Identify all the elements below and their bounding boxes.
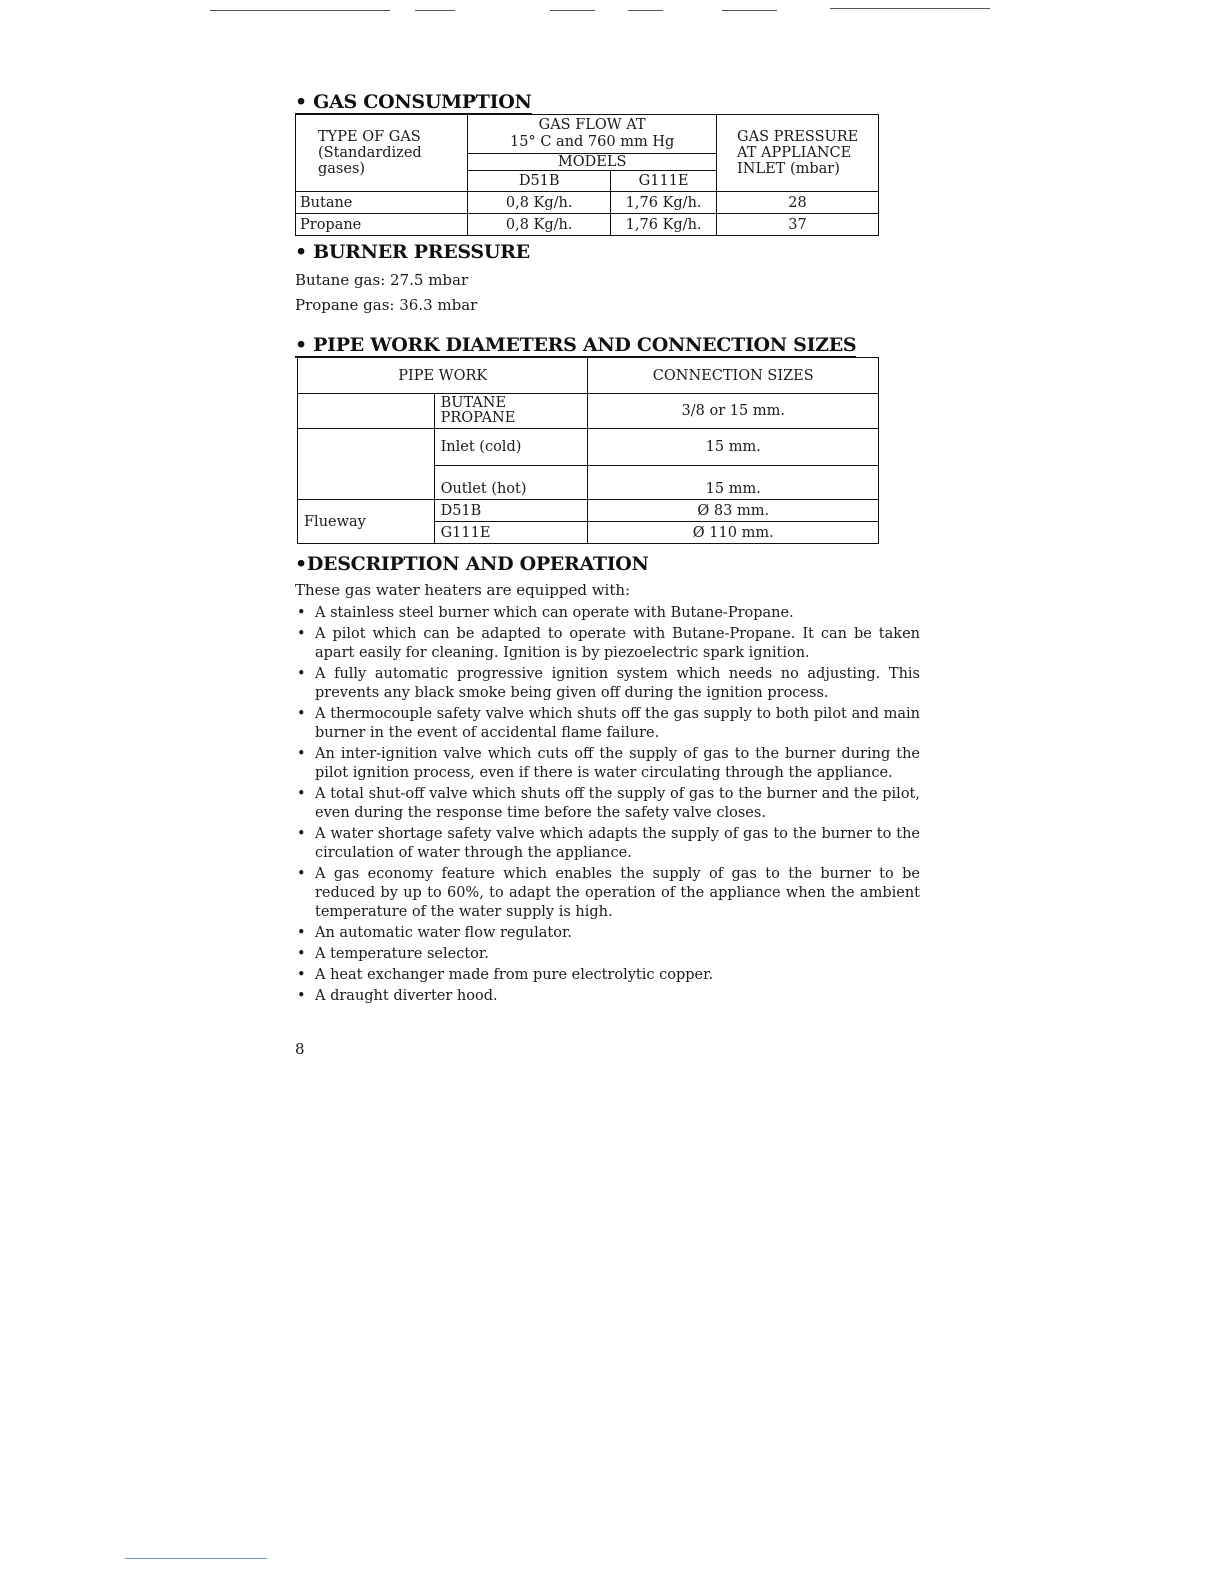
pressure-cell: 28 (717, 192, 879, 214)
inlet-cell: Inlet (cold) (434, 429, 588, 466)
gas-type-cell (434, 394, 588, 429)
outlet-size-cell: 15 mm. (588, 466, 879, 500)
table-row (298, 500, 879, 522)
list-item: • An automatic water flow regulator. (295, 924, 920, 943)
col-type-of-gas (296, 115, 468, 192)
gas-type-cell: Propane (296, 214, 468, 236)
list-item: • An inter-ignition valve which cuts off the supply of gas to the burner during the pilot ignition process, even if there is water circulating through the appliance. (295, 745, 920, 783)
col-pipe-work: PIPE WORK (298, 358, 588, 394)
pipe-work-table (297, 357, 879, 544)
list-item: • A temperature selector. (295, 945, 920, 964)
list-item: • A draught diverter hood. (295, 987, 920, 1006)
scan-line (210, 10, 390, 11)
table-row (298, 394, 879, 429)
feature-list (295, 604, 920, 1008)
pressure-cell: 37 (717, 214, 879, 236)
col-connection-sizes: CONNECTION SIZES (588, 358, 879, 394)
flue-g111e-size-cell: Ø 110 mm. (588, 522, 879, 544)
outlet-cell: Outlet (hot) (434, 466, 588, 500)
scan-line (722, 10, 777, 11)
flow-d51b-cell: 0,8 Kg/h. (468, 192, 611, 214)
inlet-size-cell: 15 mm. (588, 429, 879, 466)
list-item: • A heat exchanger made from pure electrolytic copper. (295, 966, 920, 985)
gas-propane-label: PROPANE (440, 410, 516, 426)
flow-d51b-cell: 0,8 Kg/h. (468, 214, 611, 236)
scan-line (628, 10, 663, 11)
col-model-g111e: G111E (611, 171, 717, 192)
table-row (296, 214, 879, 236)
list-item: • A fully automatic progressive ignition system which needs no adjusting. This prevents any black smoke being given off during the ignition process. (295, 665, 920, 703)
flue-g111e-cell: G111E (434, 522, 588, 544)
scan-line (550, 10, 595, 11)
butane-pressure-text: Butane gas: 27.5 mbar (295, 271, 469, 289)
empty-cell (298, 394, 435, 429)
col-gas-pressure-label: GAS PRESSURE AT APPLIANCE INLET (mbar) (737, 129, 859, 177)
table-row (298, 429, 879, 466)
col-gas-flow (468, 115, 717, 154)
gas-size-cell: 3/8 or 15 mm. (588, 394, 879, 429)
gas-consumption-table (295, 114, 879, 236)
col-gas-pressure (717, 115, 879, 192)
scan-line (830, 8, 990, 9)
page-number: 8 (295, 1040, 305, 1058)
gas-butane-label: BUTANE (440, 395, 507, 411)
flow-g111e-cell: 1,76 Kg/h. (611, 192, 717, 214)
description-intro: These gas water heaters are equipped with: (295, 581, 631, 599)
col-models: MODELS (468, 154, 717, 171)
flueway-cell: Flueway (298, 500, 435, 544)
flue-d51b-cell: D51B (434, 500, 588, 522)
scan-line (415, 10, 455, 11)
list-item: • A total shut-off valve which shuts off the supply of gas to the burner and the pilot, even during the response time before the safety valve closes. (295, 785, 920, 823)
water-group-cell (298, 429, 435, 500)
list-item: • A gas economy feature which enables the supply of gas to the burner to be reduced by up to 60%, to adapt the operation of the appliance when the ambient temperature of the water supply is high. (295, 865, 920, 922)
col-gas-flow-line2: 15° C and 760 mm Hg (510, 134, 675, 150)
list-item: • A thermocouple safety valve which shuts off the gas supply to both pilot and main burner in the event of accidental flame failure. (295, 705, 920, 743)
col-gas-flow-line1: GAS FLOW AT (538, 117, 646, 133)
pipe-work-heading: • PIPE WORK DIAMETERS AND CONNECTION SIZES (295, 334, 857, 356)
description-heading: •DESCRIPTION AND OPERATION (295, 553, 649, 575)
burner-pressure-heading: • BURNER PRESSURE (295, 241, 530, 263)
scan-line (125, 1558, 267, 1559)
table-row (296, 192, 879, 214)
list-item: • A stainless steel burner which can operate with Butane-Propane. (295, 604, 920, 623)
gas-type-cell: Butane (296, 192, 468, 214)
list-item: • A pilot which can be adapted to operate with Butane-Propane. It can be taken apart easily for cleaning. Ignition is by piezoelectric spark ignition. (295, 625, 920, 663)
flow-g111e-cell: 1,76 Kg/h. (611, 214, 717, 236)
flue-d51b-size-cell: Ø 83 mm. (588, 500, 879, 522)
propane-pressure-text: Propane gas: 36.3 mbar (295, 296, 478, 314)
col-type-of-gas-label: TYPE OF GAS (Standardized gases) (318, 129, 422, 177)
gas-consumption-heading: • GAS CONSUMPTION (295, 91, 532, 113)
list-item: • A water shortage safety valve which adapts the supply of gas to the burner to the circulation of water through the appliance. (295, 825, 920, 863)
col-model-d51b: D51B (468, 171, 611, 192)
